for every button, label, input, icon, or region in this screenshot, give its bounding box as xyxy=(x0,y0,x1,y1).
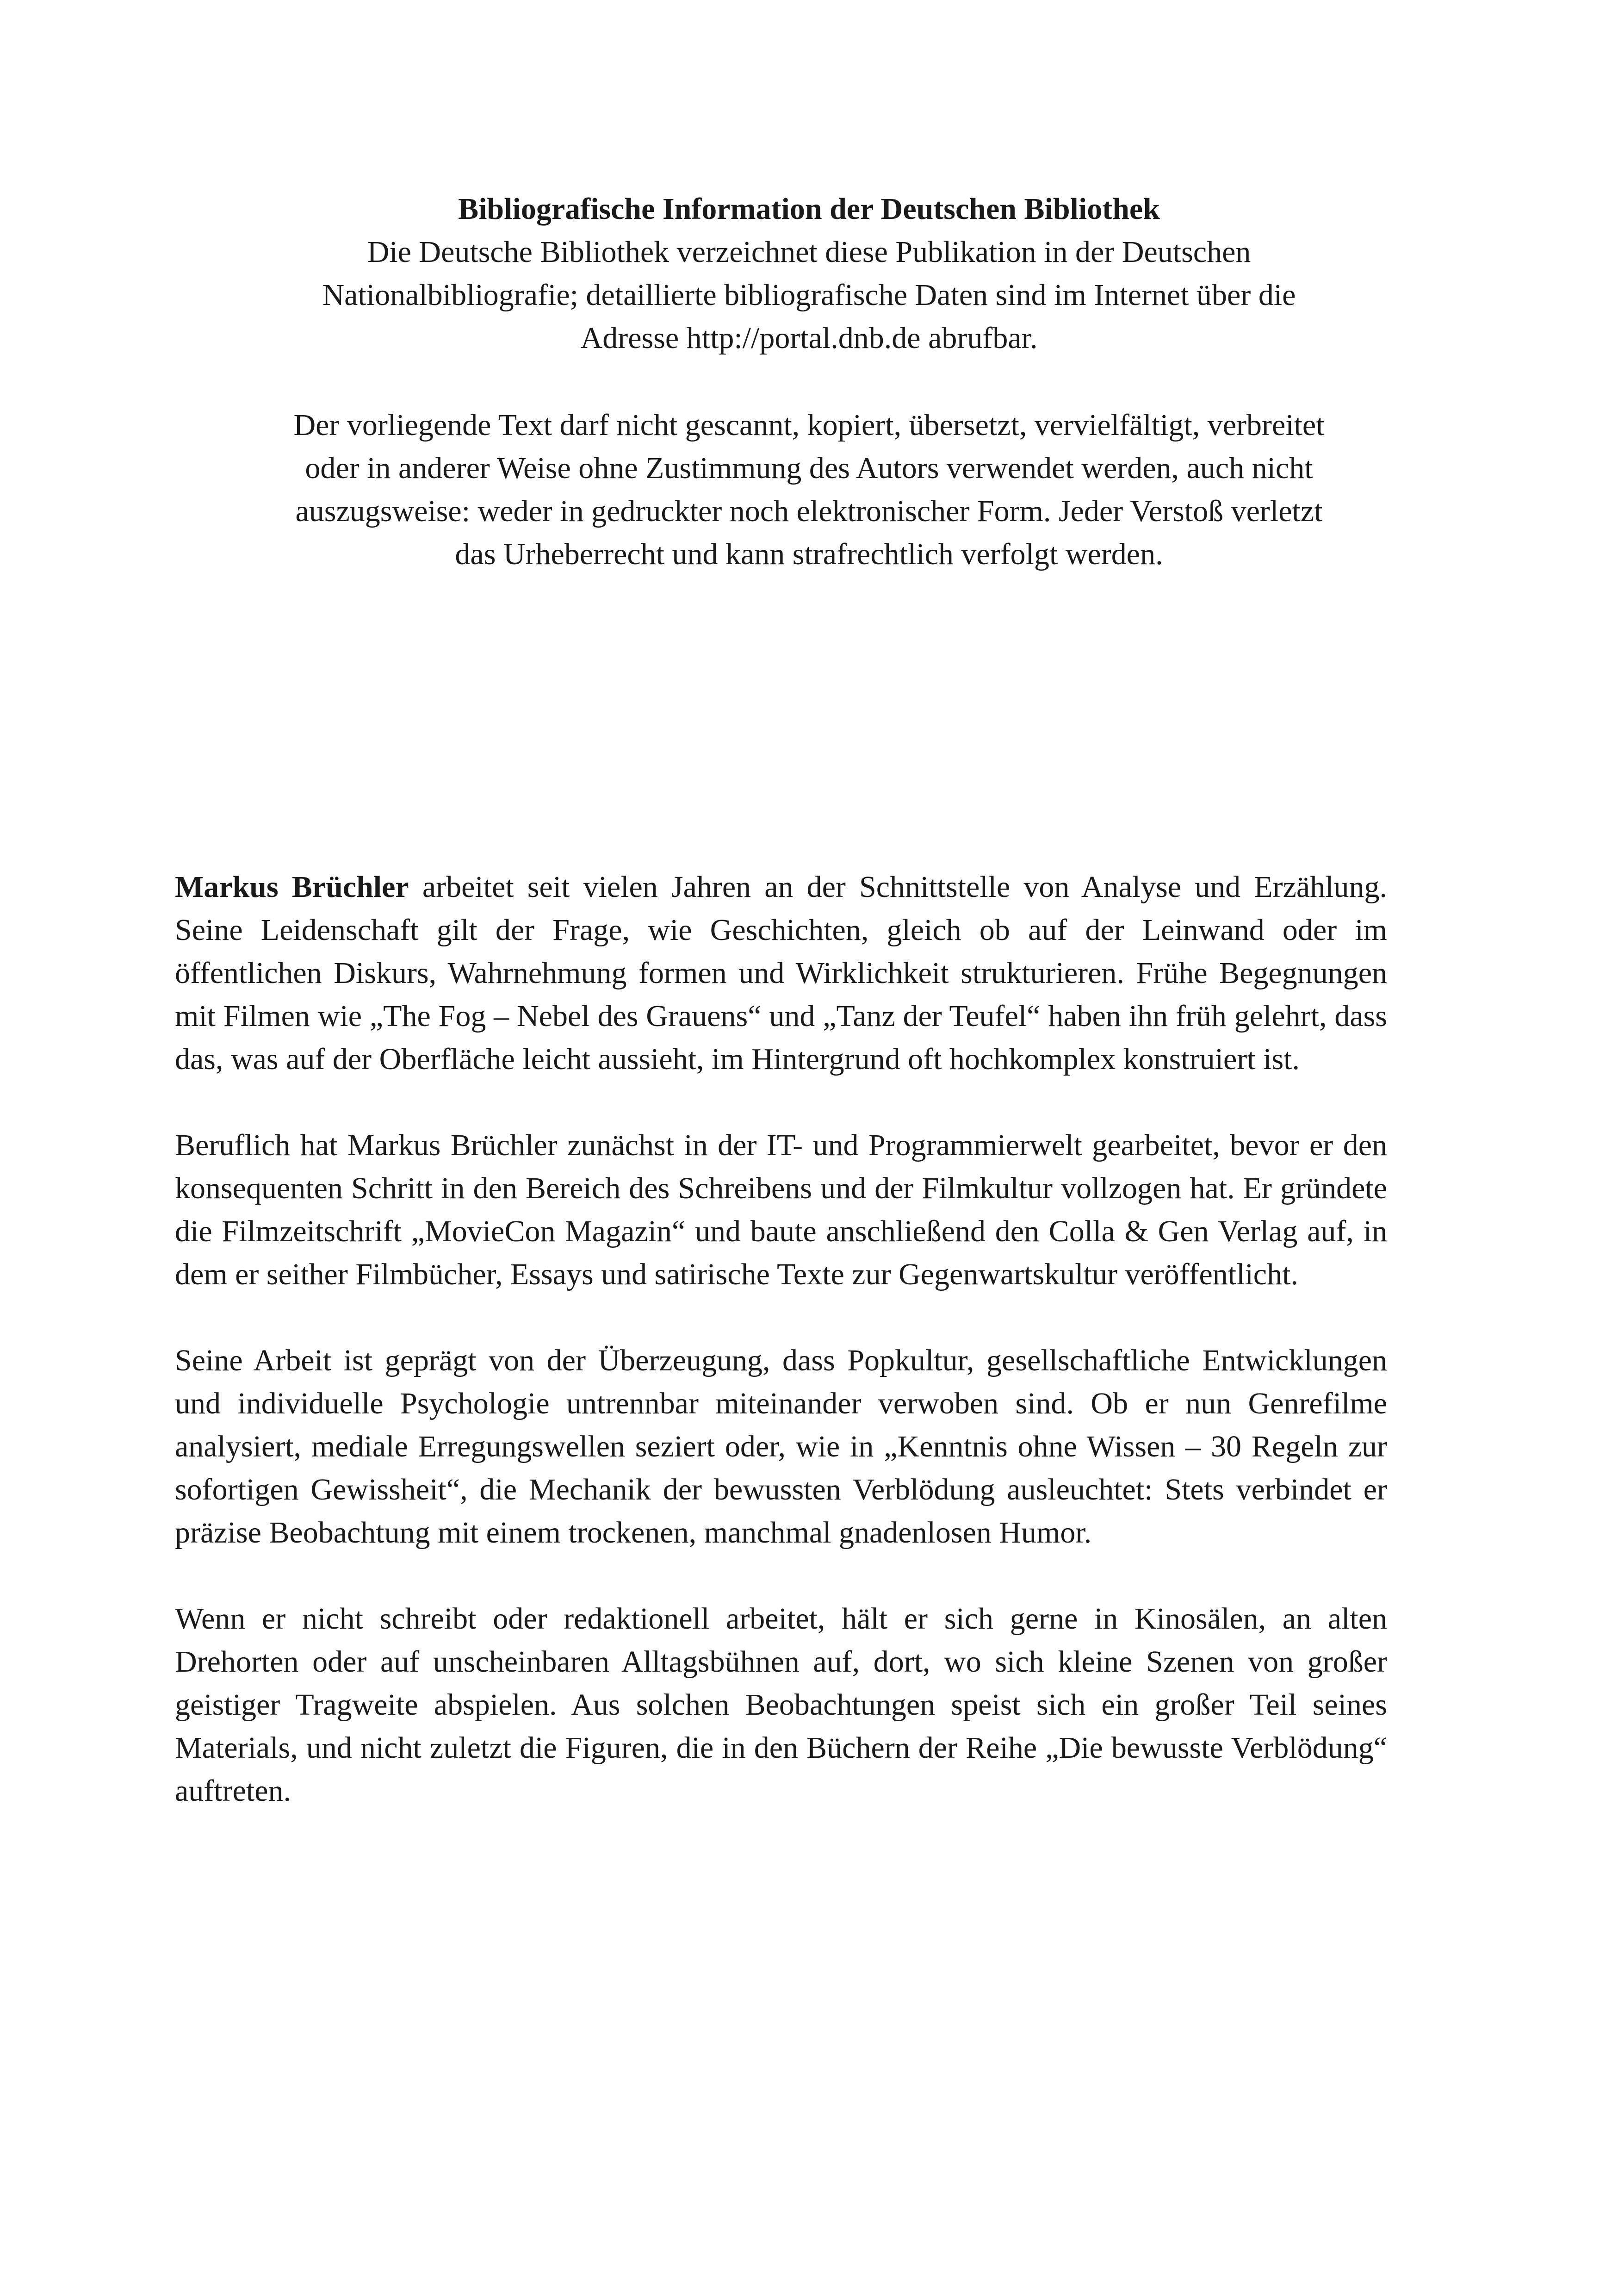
imprint-block xyxy=(153,187,1465,576)
imprint-line: Adresse http://portal.dnb.de abrufbar. xyxy=(580,321,1038,355)
copyright-notice-line: auszugsweise: weder in gedruckter noch elektronischer Form. Jeder Verstoß verletzt xyxy=(295,494,1323,528)
copyright-notice-line: oder in anderer Weise ohne Zustimmung des Autors verwendet werden, auch nicht xyxy=(305,451,1313,485)
copyright-notice-line: das Urheberrecht und kann strafrechtlich verfolgt werden. xyxy=(455,537,1163,571)
bio-paragraph-text: arbeitet seit vielen Jahren an der Schnittstelle von Analyse und Erzählung. Seine Leidenschaft gilt der Frage, wie Geschichten, gleich ob auf der Leinwand oder im öffentlichen Diskurs, Wahrnehmung formen und Wirklichkeit strukturieren. Frühe Begegnungen mit Filmen wie „The Fog – Nebel des Grauens“ und „Tanz der Teufel“ haben ihn früh gelehrt, dass das, was auf der Oberfläche leicht aussieht, im Hintergrund oft hochkomplex konstruiert ist. xyxy=(175,870,1387,1076)
imprint-line: Nationalbibliografie; detaillierte bibliografische Daten sind im Internet über die xyxy=(322,278,1296,312)
copyright-notice xyxy=(153,404,1465,576)
bio-paragraph: Beruflich hat Markus Brüchler zunächst in der IT- und Programmierwelt gearbeitet, bevor er den konsequenten Schritt in den Bereich des Schreibens und der Filmkultur vollzogen hat. Er gründete die Filmzeitschrift „MovieCon Magazin“ und baute anschließend den Colla & Gen Verlag auf, in dem er seither Filmbücher, Essays und satirische Texte zur Gegenwartskultur veröffentlicht. xyxy=(175,1128,1387,1291)
bio-paragraph: Seine Arbeit ist geprägt von der Überzeugung, dass Popkultur, gesellschaftliche Entwicklungen und individuelle Psychologie untrennbar miteinander verwoben sind. Ob er nun Genrefilme analysiert, mediale Erregungswellen seziert oder, wie in „Kenntnis ohne Wissen – 30 Regeln zur sofortigen Gewissheit“, die Mechanik der bewussten Verblödung ausleuchtet: Stets verbindet er präzise Beobachtung mit einem trockenen, manchmal gnadenlosen Humor. xyxy=(175,1344,1387,1549)
author-name: Markus Brüchler xyxy=(175,870,409,904)
bio-paragraph xyxy=(175,865,1387,1081)
author-bio xyxy=(175,865,1387,1855)
imprint-line: Die Deutsche Bibliothek verzeichnet diese Publikation in der Deutschen xyxy=(367,235,1251,269)
imprint-title: Bibliografische Information der Deutschen Bibliothek xyxy=(458,192,1160,226)
copyright-notice-line: Der vorliegende Text darf nicht gescannt, kopiert, übersetzt, vervielfältigt, verbreitet xyxy=(293,408,1325,442)
bio-paragraph: Wenn er nicht schreibt oder redaktionell arbeitet, hält er sich gerne in Kinosälen, an alten Drehorten oder auf unscheinbaren Alltagsbühnen auf, dort, wo sich kleine Szenen von großer geistiger Tragweite abspielen. Aus solchen Beobachtungen speist sich ein großer Teil seines Materials, und nicht zuletzt die Figuren, die in den Büchern der Reihe „Die bewusste Verblödung“ auftreten. xyxy=(175,1602,1387,1808)
